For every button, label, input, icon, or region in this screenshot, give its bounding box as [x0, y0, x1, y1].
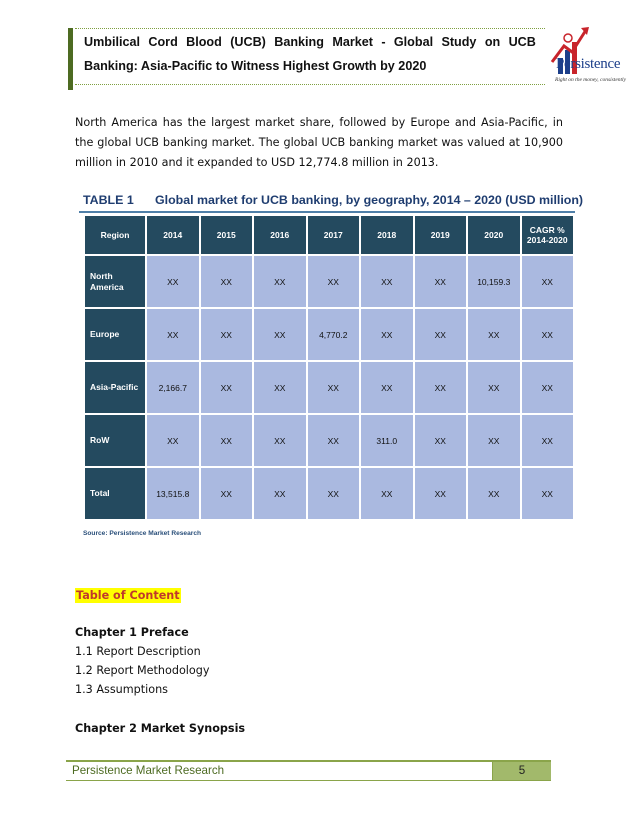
- logo-tagline: Right on the money, consistently: [555, 77, 627, 83]
- table-cell: XX: [253, 414, 307, 467]
- table-cell: XX: [414, 255, 468, 308]
- toc-heading: Table of Content: [76, 589, 180, 602]
- table-cell: XX: [200, 467, 254, 520]
- column-header: [521, 215, 575, 255]
- table-cell: XX: [200, 414, 254, 467]
- table-cell: XX: [414, 308, 468, 361]
- title-word: on: [484, 35, 501, 49]
- table-cell: XX: [146, 308, 200, 361]
- table-row: [84, 361, 574, 414]
- table-body: [84, 255, 574, 520]
- row-label: Europe: [84, 308, 146, 361]
- table-cell: XX: [521, 414, 575, 467]
- column-header-line: 2014-2020: [526, 235, 568, 245]
- column-header: 2020: [467, 215, 521, 255]
- header-bottom-rule: [75, 84, 545, 85]
- header-top-rule: [75, 28, 545, 29]
- table-cell: XX: [467, 361, 521, 414]
- title-word: Study: [441, 35, 477, 49]
- row-label: RoW: [84, 414, 146, 467]
- table-cell: XX: [467, 467, 521, 520]
- table-cell: 2,166.7: [146, 361, 200, 414]
- column-header: 2014: [146, 215, 200, 255]
- title-line-2: Banking: Asia-Pacific to Witness Highest Growth by 2020: [84, 59, 427, 73]
- toc-item: 1.2 Report Methodology: [75, 664, 210, 677]
- title-word: Umbilical: [84, 35, 140, 49]
- table-cell: XX: [414, 361, 468, 414]
- table-cell: XX: [467, 308, 521, 361]
- table-row: [84, 467, 574, 520]
- title-word: Global: [393, 35, 434, 49]
- table-cell: XX: [360, 308, 414, 361]
- table-row: [84, 308, 574, 361]
- footer-text: Persistence Market Research: [72, 764, 225, 777]
- row-label: Total: [84, 467, 146, 520]
- table-cell: XX: [360, 361, 414, 414]
- table-cell: XX: [360, 255, 414, 308]
- table-caption: [83, 193, 583, 207]
- column-header-line: CAGR %: [529, 225, 565, 235]
- table-cell: XX: [360, 467, 414, 520]
- table-cell: XX: [467, 414, 521, 467]
- table-cell: XX: [253, 361, 307, 414]
- column-header: 2016: [253, 215, 307, 255]
- table-label: TABLE 1: [83, 193, 134, 207]
- toc-chapter-1: Chapter 1 Preface: [75, 626, 189, 639]
- title-word: Cord: [148, 35, 178, 49]
- table-cell: XX: [307, 255, 361, 308]
- logo-wordmark: Persistence: [556, 56, 621, 72]
- toc-item: 1.1 Report Description: [75, 645, 201, 658]
- table-source: Source: Persistence Market Research: [83, 530, 202, 537]
- title-word: (UCB): [230, 35, 266, 49]
- title-word: -: [381, 35, 386, 49]
- column-header: 2019: [414, 215, 468, 255]
- table-figure: [75, 186, 584, 546]
- table-cell: 13,515.8: [146, 467, 200, 520]
- intro-paragraph: North America has the largest market share, followed by Europe and Asia-Pacific, in the global UCB banking market. The global UCB banking market was valued at 10,900 million in 2010 and it expanded to USD 12,774.8 million in 2013.: [75, 116, 563, 169]
- title-word: Banking: [274, 35, 324, 49]
- row-label: North America: [84, 255, 146, 308]
- table-cell: XX: [414, 467, 468, 520]
- column-header: 2017: [307, 215, 361, 255]
- table-cell: XX: [200, 308, 254, 361]
- table-cell: XX: [200, 361, 254, 414]
- table-caption-rule: [79, 211, 575, 213]
- table-cell: XX: [307, 414, 361, 467]
- table-cell: XX: [521, 467, 575, 520]
- table-cell: XX: [253, 467, 307, 520]
- table-cell: XX: [307, 467, 361, 520]
- table-cell: XX: [146, 255, 200, 308]
- title-word: Blood: [186, 35, 222, 49]
- table-cell: 10,159.3: [467, 255, 521, 308]
- table-header-row: [84, 215, 574, 255]
- column-header: 2015: [200, 215, 254, 255]
- table-cell: XX: [253, 255, 307, 308]
- market-table: [83, 214, 575, 521]
- page-title: [84, 30, 536, 78]
- table-cell: XX: [253, 308, 307, 361]
- table-cell: 4,770.2: [307, 308, 361, 361]
- title-word: Market: [332, 35, 373, 49]
- table-row: [84, 255, 574, 308]
- table-cell: XX: [521, 255, 575, 308]
- table-title: Global market for UCB banking, by geography, 2014 – 2020 (USD million): [155, 193, 584, 207]
- toc-item: 1.3 Assumptions: [75, 683, 169, 696]
- column-header: 2018: [360, 215, 414, 255]
- toc-chapter-2: Chapter 2 Market Synopsis: [75, 722, 246, 735]
- table-cell: XX: [414, 414, 468, 467]
- table-cell: 311.0: [360, 414, 414, 467]
- header-accent-bar: [68, 28, 73, 90]
- title-line-1: [84, 30, 536, 54]
- column-header-region: Region: [84, 215, 146, 255]
- table-cell: XX: [521, 308, 575, 361]
- table-cell: XX: [521, 361, 575, 414]
- title-word: UCB: [508, 35, 536, 49]
- table-cell: XX: [146, 414, 200, 467]
- footer: [66, 762, 551, 781]
- page-number: 5: [492, 762, 551, 780]
- table-row: [84, 414, 574, 467]
- table-cell: XX: [200, 255, 254, 308]
- row-label: Asia-Pacific: [84, 361, 146, 414]
- table-cell: XX: [307, 361, 361, 414]
